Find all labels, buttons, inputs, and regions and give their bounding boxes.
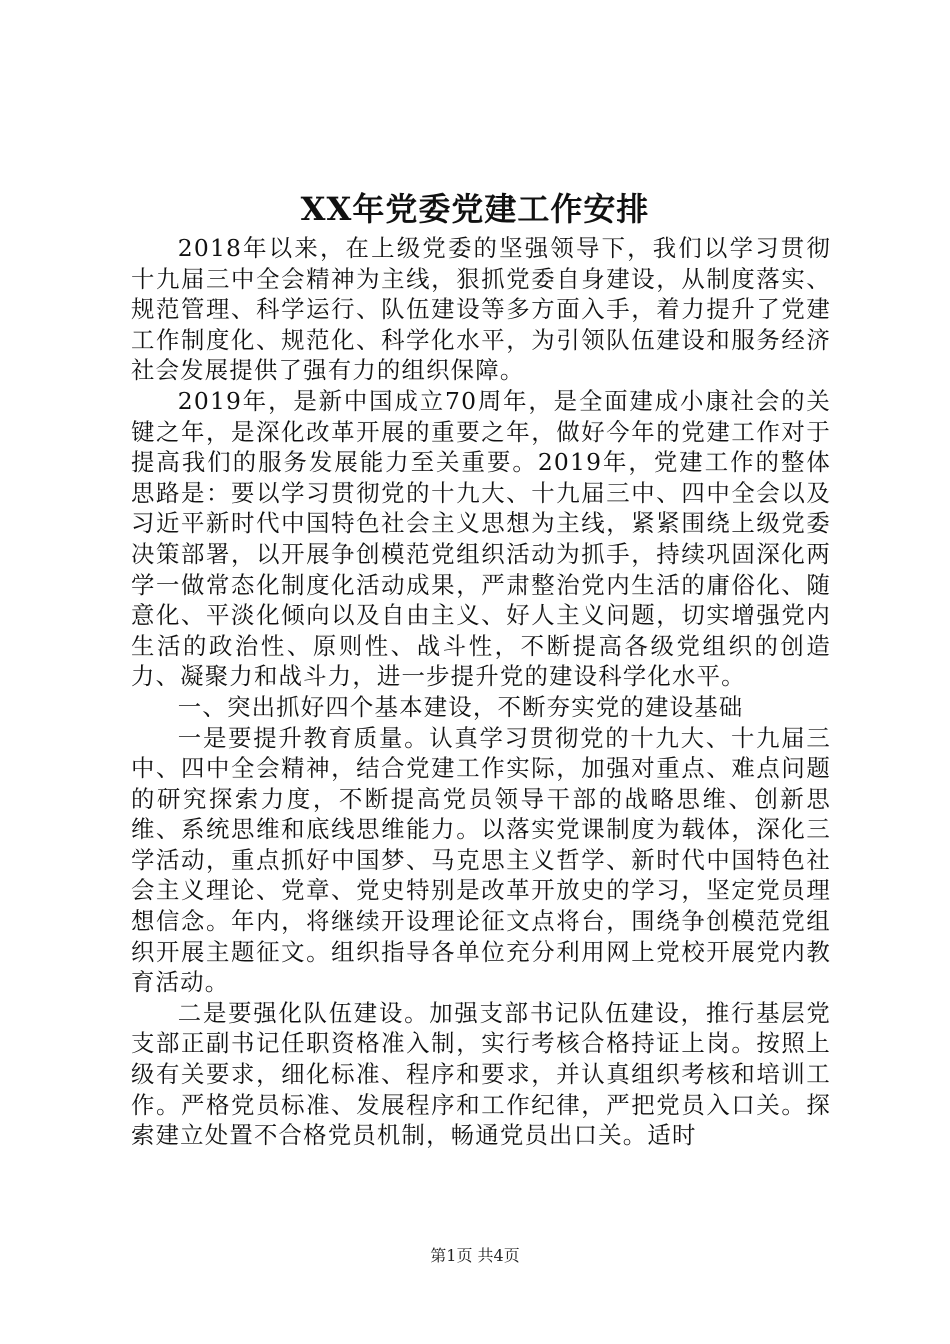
section-heading-1: 一、突出抓好四个基本建设，不断夯实党的建设基础 (177, 692, 744, 721)
paragraph-intro: 2018年以来，在上级党委的坚强领导下，我们以学习贯彻十九届三中全会精神为主线，狠抓党委自身建设，从制度落实、规范管理、科学运行、队伍建设等多方面入手，着力提升了党建工作制度化、规范化、科学化水平，为引领队伍建设和服务经济社会发展提供了强有力的组织保障。 (131, 234, 831, 385)
document-body (131, 233, 831, 1151)
document-title: XX年党委党建工作安排 (300, 190, 650, 228)
paragraph-team-building: 二是要强化队伍建设。加强支部书记队伍建设，推行基层党支部正副书记任职资格准入制，实行考核合格持证上岗。按照上级有关要求，细化标准、程序和要求，并认真组织考核和培训工作。严格党员标准、发展程序和工作纪律，严把党员入口关。探索建立处置不合格党员机制，畅通党员出口关。适时 (131, 998, 831, 1150)
page-footer: 第1页 共4页 (430, 1246, 520, 1265)
paragraph-overall-approach: 2019年，是新中国成立70周年，是全面建成小康社会的关键之年，是深化改革开展的重要之年，做好今年的党建工作对于提高我们的服务发展能力至关重要。2019年，党建工作的整体思路是：要以学习贯彻党的十九大、十九届三中、四中全会以及习近平新时代中国特色社会主义思想为主线，紧紧围绕上级党委决策部署，以开展争创模范党组织活动为抓手，持续巩固深化两学一做常态化制度化活动成果，严肃整治党内生活的庸俗化、随意化、平淡化倾向以及自由主义、好人主义问题，切实增强党内生活的政治性、原则性、战斗性，不断提高各级党组织的创造力、凝聚力和战斗力，进一步提升党的建设科学化水平。 (131, 386, 831, 691)
paragraph-education-quality: 一是要提升教育质量。认真学习贯彻党的十九大、十九届三中、四中全会精神，结合党建工作实际，加强对重点、难点问题的研究探索力度，不断提高党员领导干部的战略思维、创新思维、系统思维和底线思维能力。以落实党课制度为载体，深化三学活动，重点抓好中国梦、马克思主义哲学、新时代中国特色社会主义理论、党章、党史特别是改革开放史的学习，坚定党员理想信念。年内，将继续开设理论征文点将台，围绕争创模范党组织开展主题征文。组织指导各单位充分利用网上党校开展党内教育活动。 (131, 723, 831, 997)
